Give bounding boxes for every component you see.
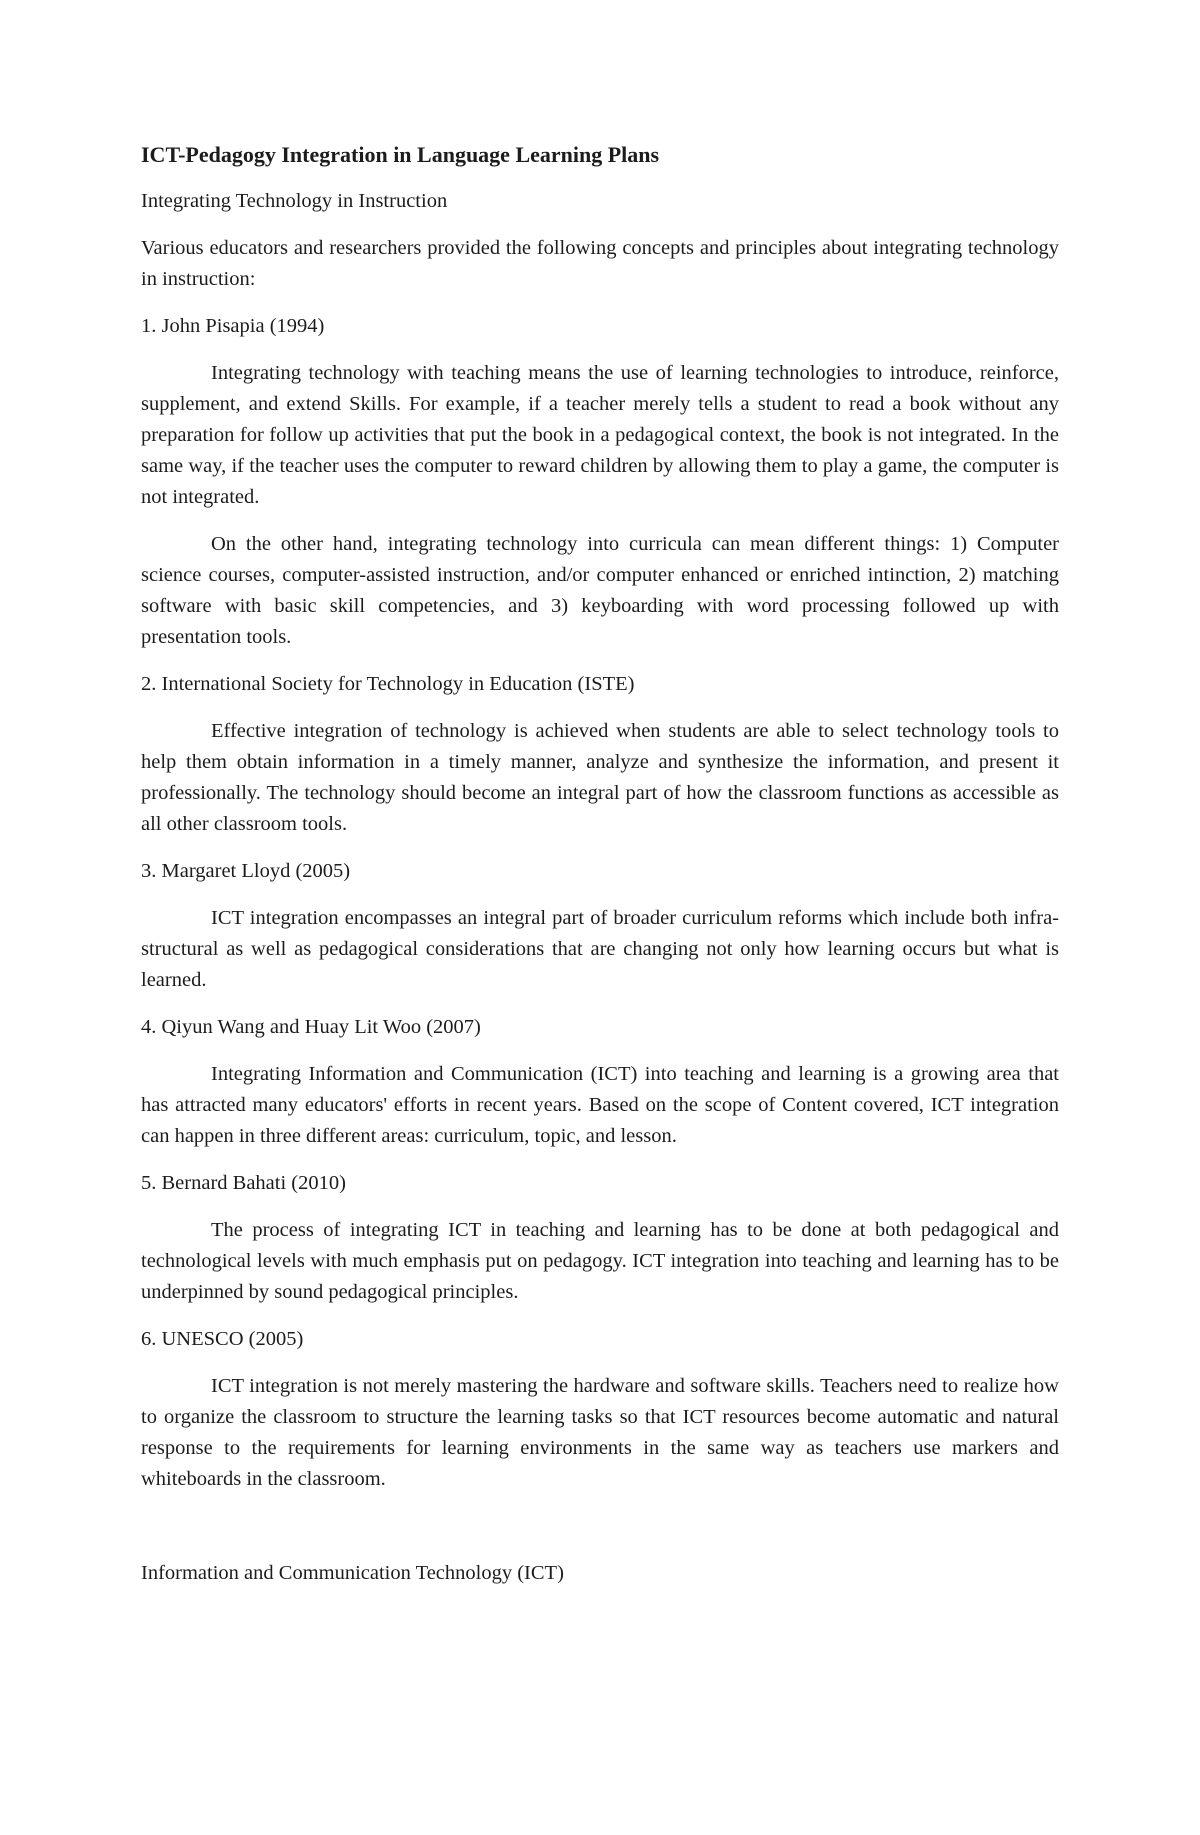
list-item	[141, 856, 1059, 996]
document-page	[141, 140, 1059, 1605]
list-item	[141, 311, 1059, 653]
item-heading-pisapia: 1. John Pisapia (1994)	[141, 315, 325, 337]
section-spacer	[141, 1511, 1059, 1558]
section-subheading: Integrating Technology in Instruction	[141, 190, 448, 212]
item-paragraph: Integrating Information and Communication (ICT) into teaching and learning is a growing area that has attracted many educators' efforts in recent years. Based on the scope of Content covered, ICT integration can happen in three different areas: curriculum, topic, and lesson.	[141, 1063, 1059, 1147]
item-paragraph: The process of integrating ICT in teaching and learning has to be done at both pedagogical and technological levels with much emphasis put on pedagogy. ICT integration into teaching and learning has to be underpinned by sound pedagogical principles.	[141, 1219, 1059, 1303]
item-paragraph: ICT integration is not merely mastering the hardware and software skills. Teachers need to realize how to organize the classroom to structure the learning tasks so that ICT resources become automatic and natural response to the requirements for learning environments in the same way as teachers use markers and whiteboards in the classroom.	[141, 1375, 1059, 1490]
item-heading-unesco: 6. UNESCO (2005)	[141, 1328, 304, 1350]
item-paragraph: On the other hand, integrating technology into curricula can mean different things: 1) Computer science courses, computer-assisted instruction, and/or computer enhanced or enriched intinction, 2) matching software with basic skill competencies, and 3) keyboarding with word processing followed up with presentation tools.	[141, 533, 1059, 648]
item-heading-bahati: 5. Bernard Bahati (2010)	[141, 1172, 346, 1194]
item-heading-lloyd: 3. Margaret Lloyd (2005)	[141, 860, 351, 882]
item-paragraph: ICT integration encompasses an integral part of broader curriculum reforms which include both infra-structural as well as pedagogical considerations that are changing not only how learning occurs but what is learned.	[141, 907, 1059, 991]
next-section-heading: Information and Communication Technology (ICT)	[141, 1562, 564, 1584]
list-item	[141, 1168, 1059, 1308]
document-title: ICT-Pedagogy Integration in Language Learning Plans	[141, 142, 660, 167]
item-heading-wang-woo: 4. Qiyun Wang and Huay Lit Woo (2007)	[141, 1016, 481, 1038]
list-item	[141, 1324, 1059, 1495]
intro-paragraph: Various educators and researchers provided the following concepts and principles about integrating technology in instruction:	[141, 237, 1059, 290]
item-paragraph: Integrating technology with teaching means the use of learning technologies to introduce, reinforce, supplement, and extend Skills. For example, if a teacher merely tells a student to read a book without any preparation for follow up activities that put the book in a pedagogical context, the book is not integrated. In the same way, if the teacher uses the computer to reward children by allowing them to play a game, the computer is not integrated.	[141, 362, 1059, 508]
list-item	[141, 1012, 1059, 1152]
list-item	[141, 669, 1059, 840]
item-heading-iste: 2. International Society for Technology in Education (ISTE)	[141, 673, 635, 695]
item-paragraph: Effective integration of technology is achieved when students are able to select technology tools to help them obtain information in a timely manner, analyze and synthesize the information, and present it professionally. The technology should become an integral part of how the classroom functions as accessible as all other classroom tools.	[141, 720, 1059, 835]
